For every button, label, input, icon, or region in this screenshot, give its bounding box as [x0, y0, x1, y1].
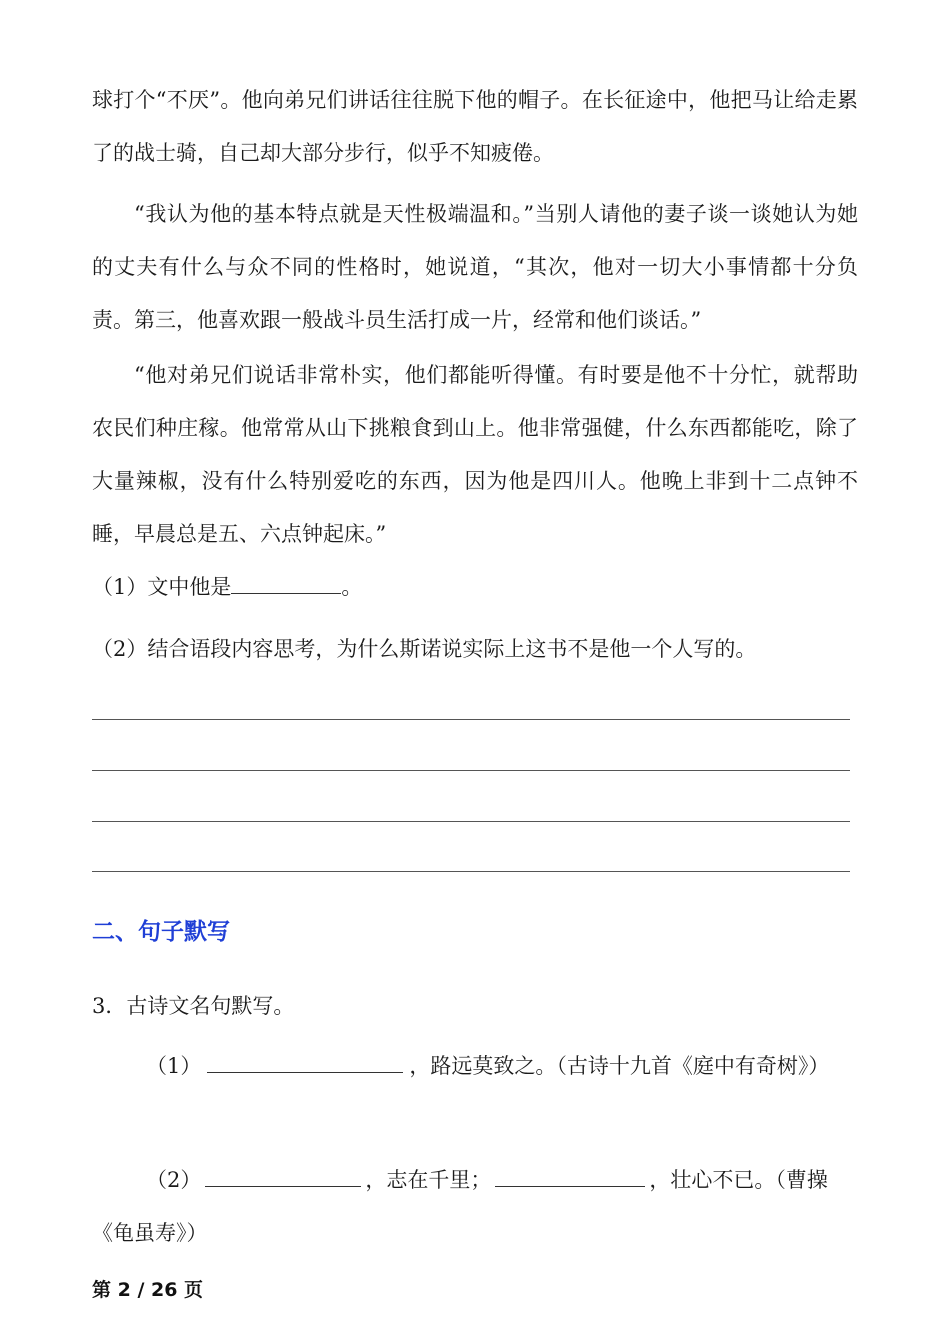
page-number: 第 2 / 26 页	[92, 1279, 204, 1301]
recitation-item-1-number: （1）	[146, 1054, 202, 1078]
recitation-item-2-middle: ，志在千里；	[365, 1168, 492, 1192]
recitation-item-1	[146, 1040, 858, 1093]
question-3-title: 3．古诗文名句默写。	[92, 994, 295, 1018]
question-1-suffix: 。	[341, 575, 363, 599]
recitation-item-1-text: ，路远莫致之。（古诗十九首《庭中有奇树》）	[409, 1054, 830, 1078]
question-1	[92, 572, 858, 602]
question-1-prefix: （1）文中他是	[92, 575, 232, 599]
passage-paragraph-3: “他对弟兄们说话非常朴实，他们都能听得懂。有时要是他不十分忙，就帮助农民们种庄稼。他常常从山下挑粮食到山上。他非常强健，什么东西都能吃，除了大量辣椒，没有什么特别爱吃的东西，因为他是四川人。他晚上非到十二点钟不睡，早晨总是五、六点钟起床。”	[92, 363, 858, 546]
answer-line-4[interactable]	[92, 871, 850, 872]
recitation-item-2-number: （2）	[146, 1168, 202, 1192]
recitation-item-2-text: ，壮心不已。（曹操《龟虽寿》）	[92, 1168, 828, 1245]
recitation-item-1-blank[interactable]	[207, 1052, 403, 1073]
answer-line-1[interactable]	[92, 719, 850, 720]
passage-paragraph-2: “我认为他的基本特点就是天性极端温和。”当别人请他的妻子谈一谈她认为她的丈夫有什么与众不同的性格时，她说道，“其次，他对一切大小事情都十分负责。第三，他喜欢跟一般战斗员生活打成一片，经常和他们谈话。”	[92, 202, 858, 332]
passage-paragraph-1: 球打个“不厌”。他向弟兄们讲话往往脱下他的帽子。在长征途中，他把马让给走累了的战士骑，自己却大部分步行，似乎不知疲倦。	[92, 88, 858, 165]
question-2: （2）结合语段内容思考，为什么斯诺说实际上这书不是他一个人写的。	[92, 637, 757, 661]
question-1-answer-blank[interactable]	[231, 573, 341, 594]
section-title: 二、句子默写	[92, 919, 230, 945]
recitation-item-2	[92, 1154, 858, 1260]
answer-line-2[interactable]	[92, 770, 850, 771]
answer-line-3[interactable]	[92, 821, 850, 822]
recitation-item-2-blank-2[interactable]	[495, 1166, 645, 1187]
recitation-item-2-blank-1[interactable]	[205, 1166, 361, 1187]
